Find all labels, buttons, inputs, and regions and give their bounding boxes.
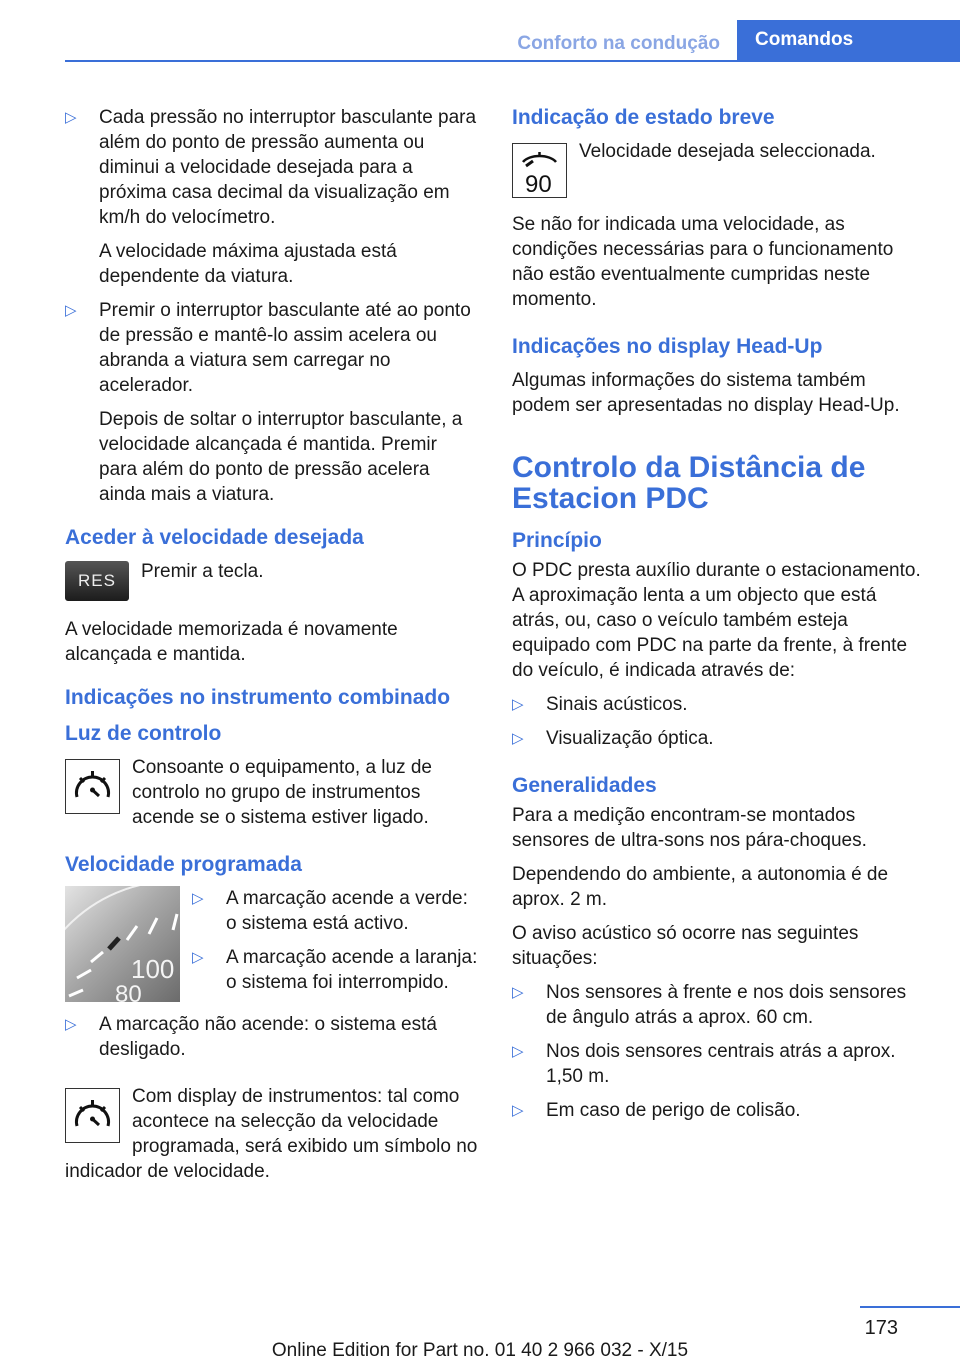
list-item: [512, 726, 927, 751]
paragraph: A marcação não acende: o sistema está desligado.: [99, 1014, 437, 1060]
cruise-control-speedometer-icon: [65, 759, 120, 814]
heading-generalidades: Generalidades: [512, 774, 657, 797]
paragraph: O PDC presta auxílio durante o estacionamento. A aproximação lenta a um objecto que está atrás, ou, caso o veículo também esteja equipado com PDC na parte da frente, à frente do veículo, é indicada através de:: [512, 560, 921, 681]
paragraph: Depois de soltar o interruptor basculante, a velocidade alcançada é mantida. Premir para além do ponto de pressão acelera ainda mais a viatura.: [99, 409, 463, 505]
bullet-arrow-icon: ▷: [512, 984, 524, 1001]
paragraph: A velocidade memorizada é novamente alcançada e mantida.: [65, 619, 398, 665]
list-item: [512, 1098, 927, 1123]
list-item: [512, 692, 927, 717]
speed-marking-row: [65, 886, 480, 1008]
paragraph: O aviso acústico só ocorre nas seguintes situações:: [512, 923, 859, 969]
bullet-arrow-icon: ▷: [65, 302, 77, 319]
list-item: [65, 298, 480, 507]
heading-head-up: Indicações no display Head-Up: [512, 335, 823, 358]
header-chapter-tab: Comandos: [737, 20, 960, 60]
heading-principio: Princípio: [512, 529, 602, 552]
heading-luz-controlo: Luz de controlo: [65, 722, 222, 745]
res-instruction: Premir a tecla.: [141, 561, 264, 582]
paragraph: Se não for indicada uma velocidade, as condições necessárias para o funcionamento não estão eventualmente cumpridas neste momento.: [512, 214, 894, 310]
paragraph: Premir o interruptor basculante até ao ponto de pressão e mantê-lo assim acelera ou abranda a viatura sem carregar no acelerador.: [99, 300, 471, 396]
paragraph: Algumas informações do sistema também podem ser apresentadas no display Head-Up.: [512, 370, 900, 416]
list-item: [65, 1012, 480, 1062]
paragraph: Nos sensores à frente e nos dois sensores de ângulo atrás a aprox. 60 cm.: [546, 982, 907, 1028]
bullet-arrow-icon: ▷: [65, 109, 77, 126]
bullet-arrow-icon: ▷: [512, 730, 524, 747]
page-number: 173: [864, 1317, 898, 1339]
paragraph: Para a medição encontram-se montados sensores de ultra-sons nos pára-choques.: [512, 805, 867, 851]
heading-pdc: Controlo da Distância de Estacion PDC: [512, 451, 866, 515]
display-symbol-row: [65, 1084, 480, 1184]
list-item: [192, 886, 480, 936]
list-item: [65, 105, 480, 289]
res-button-icon: RES: [65, 561, 129, 601]
footer-rule: [860, 1306, 960, 1308]
heading-estado-breve: Indicação de estado breve: [512, 106, 775, 129]
paragraph: Dependendo do ambiente, a autonomia é de aprox. 2 m.: [512, 864, 889, 910]
speedometer-gauge-image: [65, 886, 180, 1002]
heading-aceder-velocidade: Aceder à velocidade desejada: [65, 526, 364, 549]
paragraph: Visualização óptica.: [546, 728, 714, 749]
footer-edition: Online Edition for Part no. 01 40 2 966 032 - X/15: [271, 1340, 689, 1361]
header-rule: [65, 60, 960, 62]
bullet-arrow-icon: ▷: [192, 890, 204, 907]
display-symbol-text: Com display de instrumentos: tal como acontece na selecção da velocidade programada, será exibido um símbolo no indicador de velocidade.: [65, 1086, 478, 1182]
gauge-label-80: 80: [115, 981, 142, 1002]
left-column: [65, 105, 480, 1192]
gauge-label-100: 100: [131, 954, 175, 984]
desired-speed-90-icon: [512, 143, 567, 198]
list-item: [512, 1039, 927, 1089]
control-light-text: Consoante o equipamento, a luz de controlo no grupo de instrumentos acende se o sistema estiver ligado.: [132, 757, 432, 828]
paragraph: Cada pressão no interruptor basculante para além do ponto de pressão aumenta ou diminui a velocidade desejada para a próxima casa decimal da visualização em km/h do velocímetro.: [99, 107, 477, 228]
bullet-arrow-icon: ▷: [65, 1016, 77, 1033]
paragraph: Em caso de perigo de colisão.: [546, 1100, 801, 1121]
bullet-arrow-icon: ▷: [192, 949, 204, 966]
heading-velocidade-programada: Velocidade programada: [65, 853, 302, 876]
desired-speed-value: 90: [525, 171, 552, 197]
res-button-row: [65, 559, 480, 609]
right-column: [512, 105, 927, 1132]
list-item: [512, 980, 927, 1030]
paragraph: A marcação acende a verde: o sistema está activo.: [226, 888, 468, 934]
bullet-arrow-icon: ▷: [512, 696, 524, 713]
paragraph: Nos dois sensores centrais atrás a aprox. 1,50 m.: [546, 1041, 896, 1087]
heading-indicacoes-instrumento: Indicações no instrumento combinado: [65, 686, 451, 709]
status-text: Velocidade desejada seleccionada.: [579, 141, 876, 162]
paragraph: A velocidade máxima ajustada está dependente da viatura.: [99, 241, 397, 287]
paragraph: Sinais acústicos.: [546, 694, 688, 715]
control-light-row: [65, 755, 480, 830]
bullet-arrow-icon: ▷: [512, 1043, 524, 1060]
header-section-title: Conforto na condução: [517, 33, 720, 54]
bullet-arrow-icon: ▷: [512, 1102, 524, 1119]
status-row: [512, 139, 927, 204]
paragraph: A marcação acende a laranja: o sistema foi interrompido.: [226, 947, 478, 993]
cruise-control-speedometer-icon: [65, 1088, 120, 1143]
page-header: [0, 0, 960, 62]
list-item: [192, 945, 480, 995]
